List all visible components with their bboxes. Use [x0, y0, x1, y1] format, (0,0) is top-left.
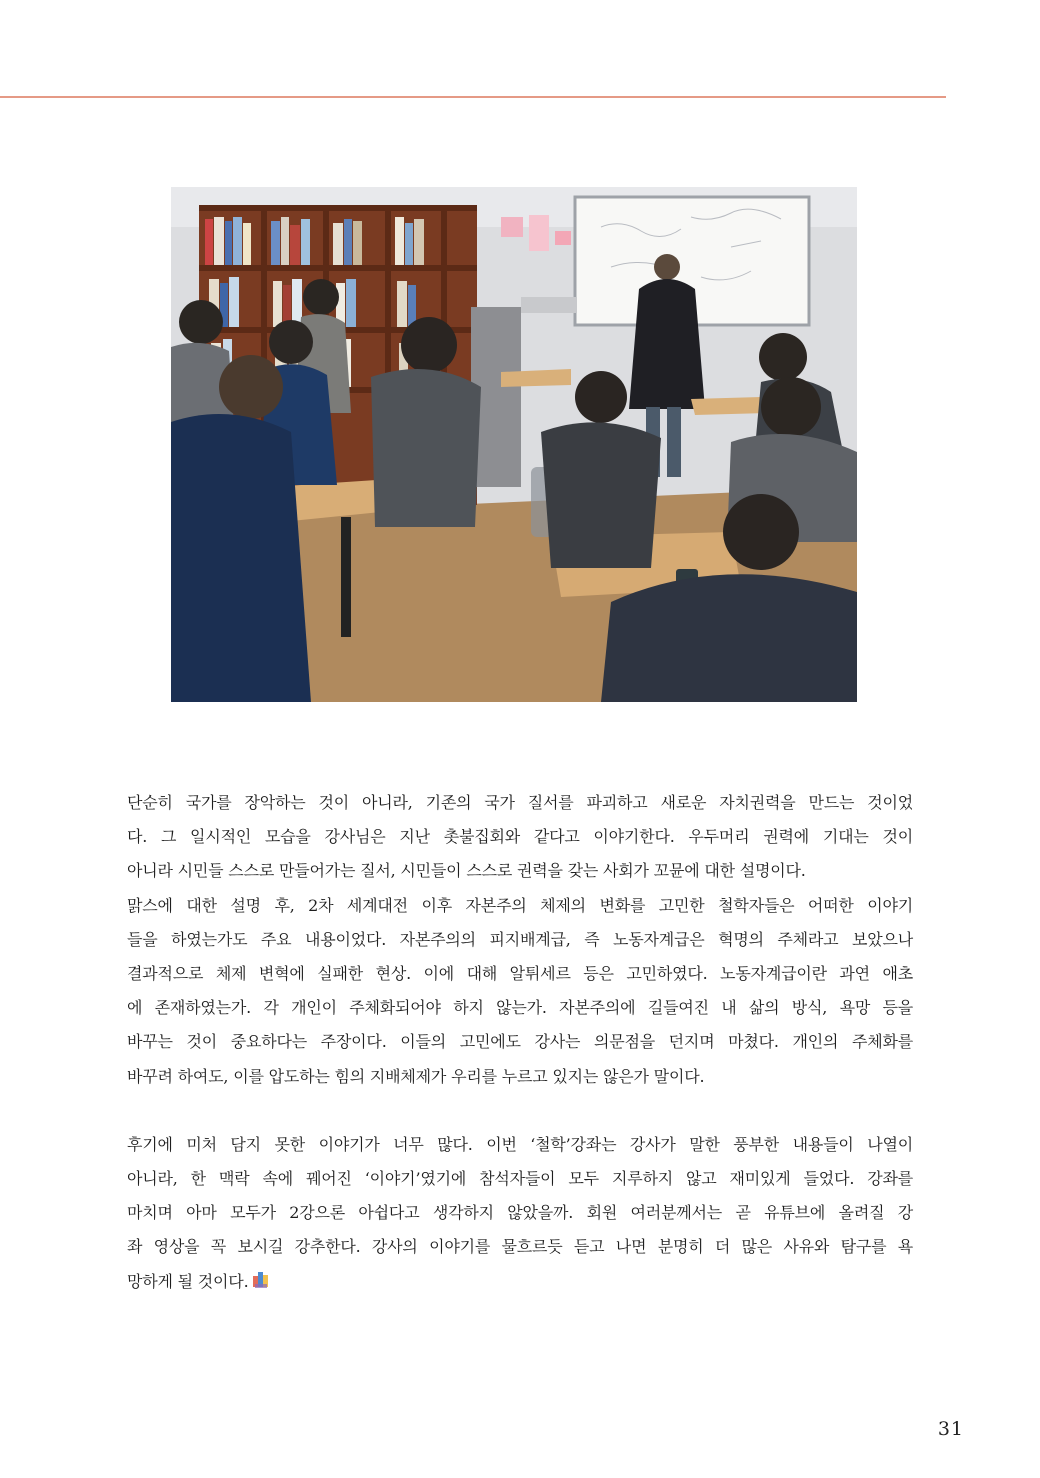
text-line: 다. 그 일시적인 모습을 강사님은 지난 촛불집회와 같다고 이야기한다. 우두머리 권력에 기대는 것이 — [127, 827, 913, 847]
text-line: 바꾸는 것이 중요하다는 주장이다. 이들의 고민에도 강사는 의문점을 던지며 마쳤다. 개인의 주체화를 — [127, 1032, 913, 1052]
last-line-text: 망하게 될 것이다. — [127, 1271, 249, 1291]
text-line: 좌 영상을 꼭 보시길 강추한다. 강사의 이야기를 물흐르듯 듣고 나면 분명히 더 많은 사유와 탐구를 욕 — [127, 1237, 913, 1257]
header-rule — [0, 96, 946, 98]
text-line: 마치며 아마 모두가 2강으론 아쉽다고 생각하지 않았을까. 회원 여러분께서는 곧 유튜브에 올려질 강 — [127, 1203, 913, 1223]
lecture-photo — [171, 187, 857, 702]
text-line-last — [127, 1265, 913, 1299]
article-body — [127, 786, 913, 1299]
text-line: 바꾸려 하여도, 이를 압도하는 힘의 지배체제가 우리를 누르고 있지는 않은가 말이다. — [127, 1066, 705, 1086]
paragraph-gap — [127, 1094, 913, 1128]
text-line: 아니라 시민들 스스로 만들어가는 질서, 시민들이 스스로 권력을 갖는 사회가 꼬뮨에 대한 설명이다. — [127, 861, 806, 881]
text-line: 단순히 국가를 장악하는 것이 아니라, 기존의 국가 질서를 파괴하고 새로운 자치권력을 만드는 것이었 — [127, 793, 913, 812]
colored-block-end-icon — [252, 1268, 270, 1288]
text-line: 결과적으로 체제 변혁에 실패한 현상. 이에 대해 알튀세르 등은 고민하였다. 노동자계급이란 과연 애초 — [127, 964, 913, 984]
text-line: 후기에 미처 담지 못한 이야기가 너무 많다. 이번 ‘철학’강좌는 강사가 말한 풍부한 내용들이 나열이 — [127, 1134, 913, 1154]
text-line: 아니라, 한 맥락 속에 꿰어진 ‘이야기’였기에 참석자들이 모두 지루하지 않고 재미있게 들었다. 강좌를 — [127, 1169, 913, 1189]
page-number: 31 — [937, 1418, 964, 1440]
text-line: 들을 하였는가도 주요 내용이었다. 자본주의의 피지배계급, 즉 노동자계급은 혁명의 주체라고 보았으나 — [127, 929, 913, 949]
text-line: 에 존재하였는가. 각 개인이 주체화되어야 하지 않는가. 자본주의에 길들여진 내 삶의 방식, 욕망 등을 — [127, 998, 913, 1018]
text-line: 맑스에 대한 설명 후, 2차 세계대전 이후 자본주의 체제의 변화를 고민한 철학자들은 어떠한 이야기 — [127, 895, 913, 915]
